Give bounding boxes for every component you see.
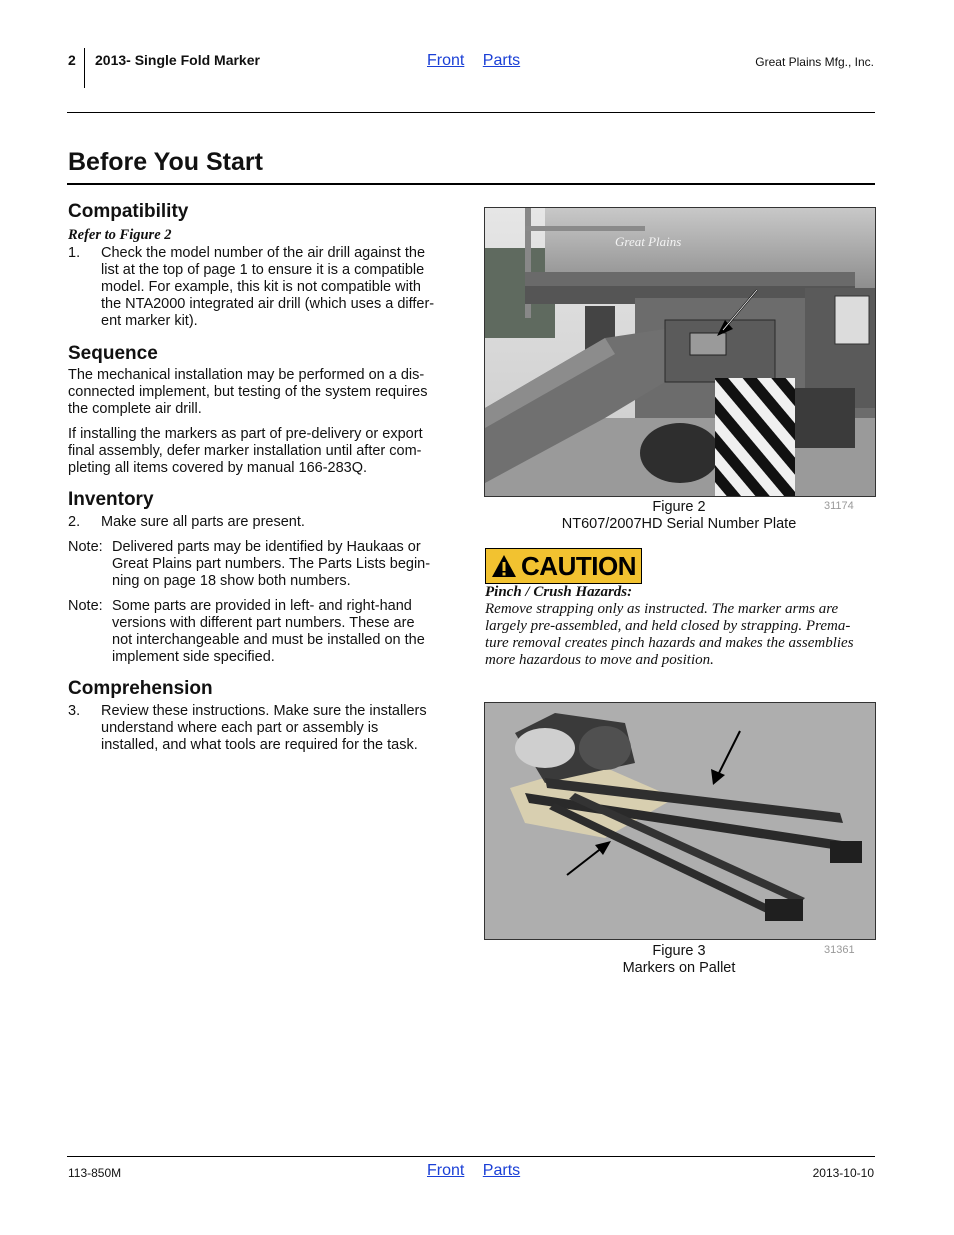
parts-link[interactable]: Parts (482, 52, 521, 69)
parts-link[interactable]: Parts (482, 1162, 521, 1179)
list-number: 1. (68, 245, 81, 261)
caution-text (485, 584, 877, 669)
figure-2-title: NT607/2007HD Serial Number Plate (561, 516, 797, 532)
header-rule (67, 112, 875, 113)
figure-2-label: Figure 2 (652, 499, 706, 515)
sequence-heading: Sequence (68, 343, 158, 364)
text-line: Check the model number of the air drill against the (101, 245, 426, 261)
comprehension-heading: Comprehension (68, 678, 213, 699)
text-line: understand where each part or assembly is (101, 720, 379, 736)
figure-2-caption (484, 499, 874, 533)
text-line: implement side specified. (112, 649, 275, 665)
text-line: more hazardous to move and position. (485, 652, 714, 668)
header-divider (84, 48, 85, 88)
text-line: Delivered parts may be identified by Haukaas or (112, 539, 421, 555)
text-line: model. For example, this kit is not compatible with (101, 279, 421, 295)
sequence-paragraph (68, 426, 460, 477)
footer-date: 2013-10-10 (812, 1166, 874, 1180)
footer-rule (67, 1156, 875, 1157)
list-number: 3. (68, 703, 81, 719)
text-line: ning on page 18 show both numbers. (112, 573, 351, 589)
list-text (101, 245, 434, 330)
doc-number: 113-850M (68, 1166, 122, 1180)
figure-3-photo (484, 702, 876, 940)
header-nav (427, 52, 520, 70)
text-line: connected implement, but testing of the system requires (68, 384, 428, 400)
note (68, 539, 460, 590)
list-item (68, 514, 460, 531)
figure-3-label: Figure 3 (652, 943, 706, 959)
title-rule (67, 183, 875, 185)
left-column (68, 201, 460, 754)
note-label: Note: (68, 539, 103, 555)
page-number: 2 (68, 52, 76, 68)
great-plains-logo: Great Plains (615, 234, 682, 249)
text-line: versions with different part numbers. These are (112, 615, 415, 631)
air-drill-illustration (485, 208, 875, 496)
note-label: Note: (68, 598, 103, 614)
text-line: installed, and what tools are required for the task. (101, 737, 418, 753)
text-line: Review these instructions. Make sure the installers (101, 703, 427, 719)
caution-title: Pinch / Crush Hazards: (485, 584, 633, 600)
footer-nav (427, 1162, 520, 1180)
list-text (101, 703, 427, 754)
figure-2-photo (484, 207, 876, 497)
page-title: Before You Start (68, 148, 263, 176)
text-line: ture removal creates pinch hazards and makes the assemblies (485, 635, 854, 651)
note-text (112, 539, 430, 590)
caution-word: CAUTION (521, 550, 636, 581)
caution-badge (485, 548, 642, 584)
text-line: final assembly, defer marker installation until after com- (68, 443, 422, 459)
list-text: Make sure all parts are present. (101, 514, 305, 530)
company-name: Great Plains Mfg., Inc. (755, 55, 874, 69)
note (68, 598, 460, 666)
figure-2-id: 31174 (824, 500, 854, 512)
text-line: Remove strapping only as instructed. The marker arms are (485, 601, 839, 617)
text-line: The mechanical installation may be performed on a dis- (68, 367, 425, 383)
text-line: ent marker kit). (101, 313, 198, 329)
note-text (112, 598, 425, 666)
list-number: 2. (68, 514, 81, 530)
text-line: list at the top of page 1 to ensure it is a compatible (101, 262, 425, 278)
text-line: pleting all items covered by manual 166-283Q. (68, 460, 368, 476)
text-line: largely pre-assembled, and held closed by strapping. Prema- (485, 618, 851, 634)
warning-triangle-icon (491, 554, 517, 578)
text-line: Some parts are provided in left- and right-hand (112, 598, 412, 614)
text-line: the complete air drill. (68, 401, 202, 417)
inventory-heading: Inventory (68, 489, 154, 510)
compatibility-heading: Compatibility (68, 201, 189, 222)
text-line: If installing the markers as part of pre-delivery or export (68, 426, 423, 442)
doc-title: 2013- Single Fold Marker (95, 52, 260, 68)
figure-reference: Refer to Figure 2 (68, 227, 172, 243)
sequence-paragraph (68, 367, 460, 418)
text-line: not interchangeable and must be installed on the (112, 632, 425, 648)
list-item (68, 703, 460, 754)
figure-3-title: Markers on Pallet (622, 960, 736, 976)
figure-3-id: 31361 (824, 944, 855, 956)
markers-on-pallet-illustration (485, 703, 875, 939)
figure-3-caption (484, 943, 874, 977)
text-line: Great Plains part numbers. The Parts Lists begin- (112, 556, 431, 572)
front-link[interactable]: Front (427, 1162, 465, 1179)
list-item (68, 245, 460, 330)
text-line: the NTA2000 integrated air drill (which uses a differ- (101, 296, 435, 312)
front-link[interactable]: Front (427, 52, 465, 69)
